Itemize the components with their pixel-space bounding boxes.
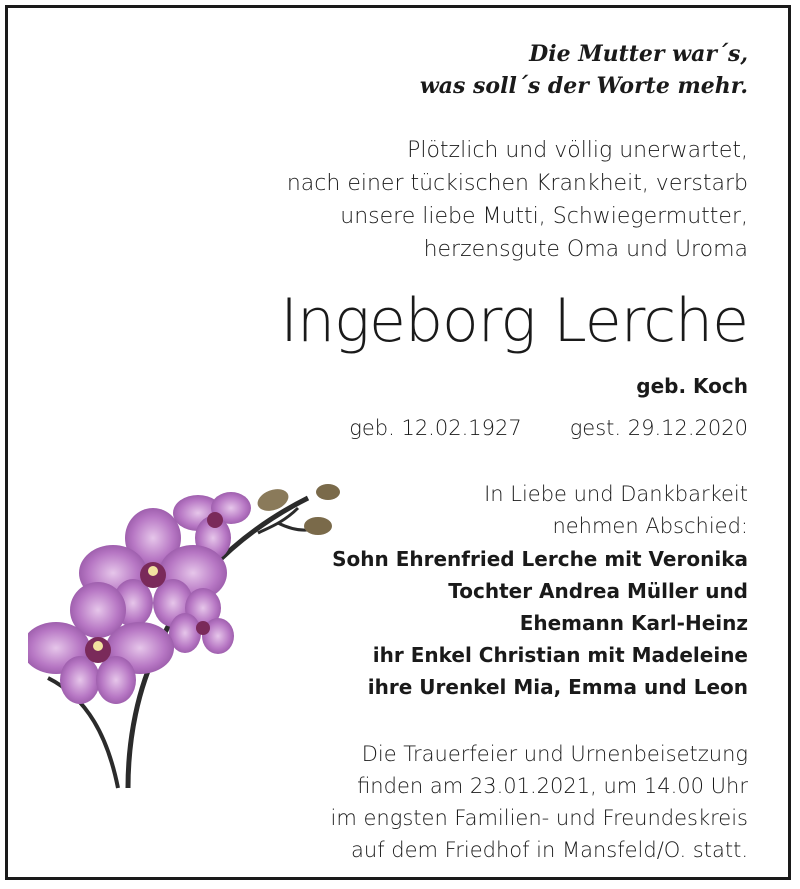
funeral-info [331,738,748,866]
funeral-line: finden am 23.01.2021, um 14.00 Uhr [357,774,748,798]
motto-line: was soll´s der Worte mehr. [419,73,748,99]
funeral-line: auf dem Friedhof in Mansfeld/O. statt. [351,838,748,862]
farewell-text [484,478,748,542]
mourner-line: ihr Enkel Christian mit Madeleine [372,643,748,667]
mourners-list [332,543,748,703]
mourner-line: ihre Urenkel Mia, Emma und Leon [367,675,748,699]
funeral-line: Die Trauerfeier und Urnenbeisetzung [361,742,748,766]
deceased-name: Ingeborg Lerche [280,286,748,356]
obituary-card [5,5,791,880]
intro-line: unsere liebe Mutti, Schwiegermutter, [340,204,748,229]
funeral-line: im engsten Familien- und Freundeskreis [330,806,748,830]
mourner-line: Sohn Ehrenfried Lerche mit Veronika [332,547,748,571]
orchid-flower-icon [28,478,358,798]
farewell-line: In Liebe und Dankbarkeit [484,482,748,506]
intro-line: herzensgute Oma und Uroma [423,237,748,262]
mourner-line: Tochter Andrea Müller und [448,579,748,603]
intro-line: nach einer tückischen Krankheit, verstarb [286,171,748,196]
death-date: gest. 29.12.2020 [569,416,748,440]
life-dates [349,416,748,440]
intro-text [287,134,748,266]
farewell-line: nehmen Abschied: [552,514,748,538]
intro-line: Plötzlich und völlig unerwartet, [407,138,748,163]
birth-date: geb. 12.02.1927 [349,416,522,440]
mourner-line: Ehemann Karl-Heinz [519,611,748,635]
birth-name: geb. Koch [636,374,748,398]
motto-quote [420,38,748,102]
motto-line: Die Mutter war´s, [529,41,748,67]
